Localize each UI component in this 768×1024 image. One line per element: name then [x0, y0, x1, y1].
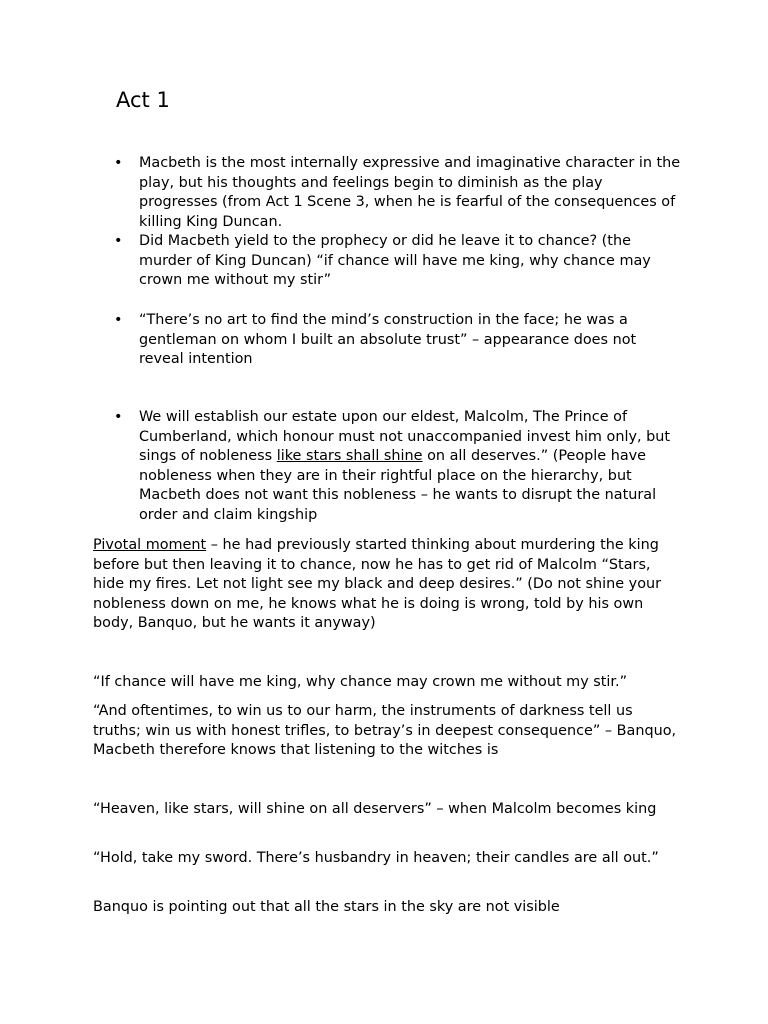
bullet-item — [114, 232, 684, 291]
paragraph-quote: “Heaven, like stars, will shine on all deservers” – when Malcolm becomes king — [93, 801, 657, 817]
pivotal-text: – he had previously started thinking about murdering the king before but then leaving it to chance, now he has to get rid of Malcolm “Stars, hide my fires. Let not light see my black and deep desires.” (Do not shine your nobleness down on me, he knows what he is doing is wrong, told by his own body, Banquo, but he wants it anyway) — [93, 537, 662, 631]
bullet-text: Macbeth is the most internally expressive and imaginative character in the play, but his thoughts and feelings begin to diminish as the play progresses (from Act 1 Scene 3, when he is fearful of the consequences of killing King Duncan. — [139, 155, 681, 230]
paragraph-quote: “If chance will have me king, why chance may crown me without my stir.” — [93, 674, 628, 690]
bullet-item — [114, 408, 684, 525]
paragraph-quote: “Hold, take my sword. There’s husbandry in heaven; their candles are all out.” — [93, 850, 659, 866]
paragraph-pivotal — [93, 536, 683, 634]
underlined-quote: like stars shall shine — [276, 448, 423, 464]
bullet-text: Did Macbeth yield to the prophecy or did he leave it to chance? (the murder of King Duncan) “if chance will have me king, why chance may crown me without my stir” — [139, 233, 651, 288]
bullet-text-after: on all deserves.” (People have nobleness when they are in their rightful place on the hierarchy, but Macbeth does not want this nobleness – he wants to disrupt the natural order and claim kingship — [139, 448, 657, 523]
page-heading: Act 1 — [116, 88, 170, 112]
bullet-item — [114, 311, 684, 370]
paragraph-text: Banquo is pointing out that all the stars in the sky are not visible — [93, 899, 560, 915]
bullet-dot-icon: • — [114, 312, 123, 328]
bullet-dot-icon: • — [114, 409, 123, 425]
pivotal-label: Pivotal moment — [93, 537, 207, 553]
paragraph-quote: “And oftentimes, to win us to our harm, the instruments of darkness tell us truths; win us with honest trifles, to betray’s in deepest consequence” – Banquo, Macbeth therefore knows that listening to the witches is — [93, 703, 677, 758]
bullet-item — [114, 154, 684, 232]
bullet-text-before: We will establish our estate upon our eldest, Malcolm, The Prince of Cumberland, which honour must not unaccompanied invest him only, but sings of nobleness — [139, 409, 671, 464]
bullet-dot-icon: • — [114, 233, 123, 249]
bullet-text: “There’s no art to find the mind’s construction in the face; he was a gentleman on whom I built an absolute trust” – appearance does not reveal intention — [139, 312, 637, 367]
bullet-dot-icon: • — [114, 155, 123, 171]
